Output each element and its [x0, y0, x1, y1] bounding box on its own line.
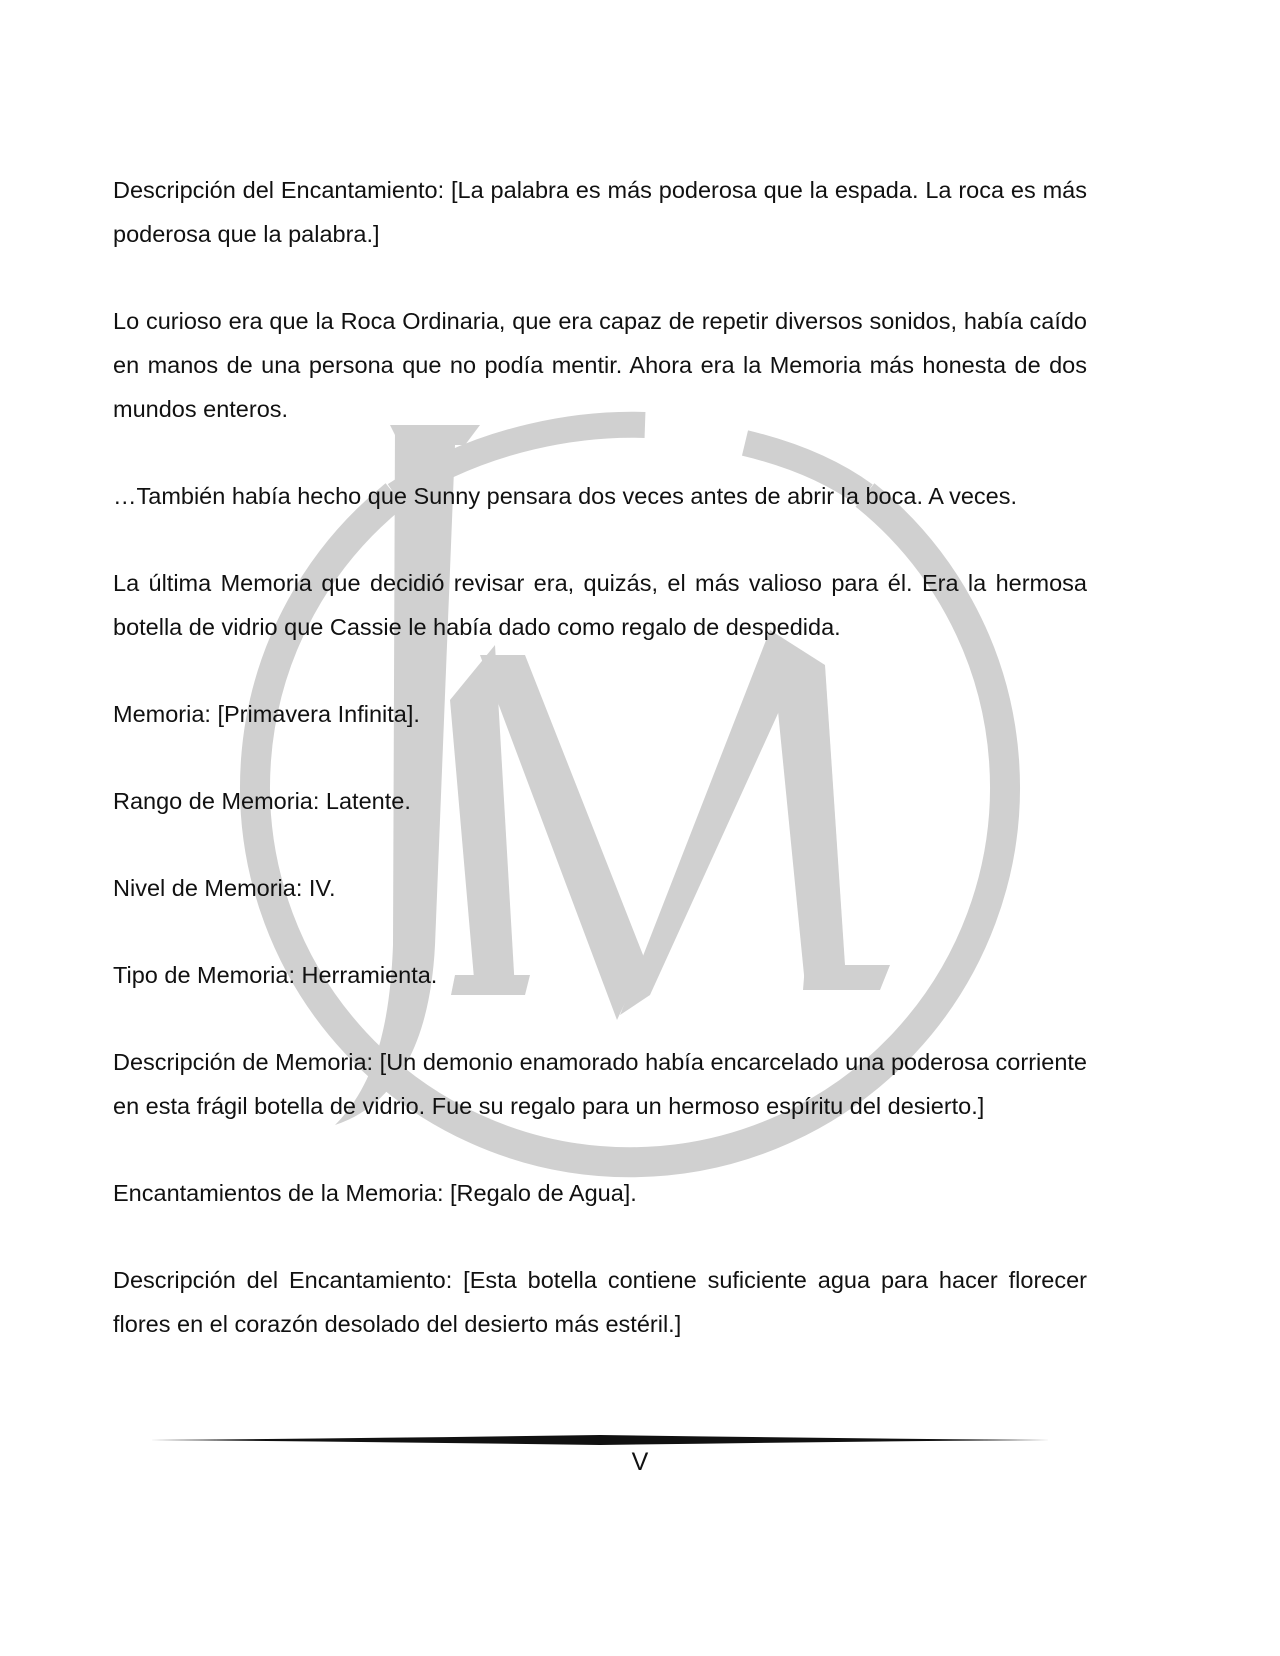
memory-rank-line: Rango de Memoria: Latente. [113, 788, 411, 814]
memory-type-line: Tipo de Memoria: Herramienta. [113, 962, 438, 988]
memory-tier-line: Nivel de Memoria: IV. [113, 875, 336, 901]
paragraph-enchantment-description-rock: Descripción del Encantamiento: [La palabra es más poderosa que la espada. La roca es más poderosa que la palabra.] [113, 177, 1087, 247]
paragraph-sunny-thinks-twice: …También había hecho que Sunny pensara dos veces antes de abrir la boca. A veces. [113, 483, 1018, 509]
page-body [113, 168, 1087, 1389]
memory-name-line: Memoria: [Primavera Infinita]. [113, 701, 420, 727]
memory-enchantments-line: Encantamientos de la Memoria: [Regalo de Agua]. [113, 1180, 637, 1206]
footer-divider [150, 1434, 1050, 1446]
paragraph-ordinary-rock: Lo curioso era que la Roca Ordinaria, que era capaz de repetir diversos sonidos, había caído en manos de una persona que no podía mentir. Ahora era la Memoria más honesta de dos mundos enteros. [113, 308, 1087, 422]
page-number: V [631, 1448, 649, 1476]
paragraph-last-memory: La última Memoria que decidió revisar era, quizás, el más valioso para él. Era la hermosa botella de vidrio que Cassie le había dado como regalo de despedida. [113, 570, 1087, 640]
enchantment-description-water: Descripción del Encantamiento: [Esta botella contiene suficiente agua para hacer florecer flores en el corazón desolado del desierto más estéril.] [113, 1267, 1087, 1337]
memory-description-paragraph: Descripción de Memoria: [Un demonio enamorado había encarcelado una poderosa corriente en esta frágil botella de vidrio. Fue su regalo para un hermoso espíritu del desierto.] [113, 1049, 1087, 1119]
